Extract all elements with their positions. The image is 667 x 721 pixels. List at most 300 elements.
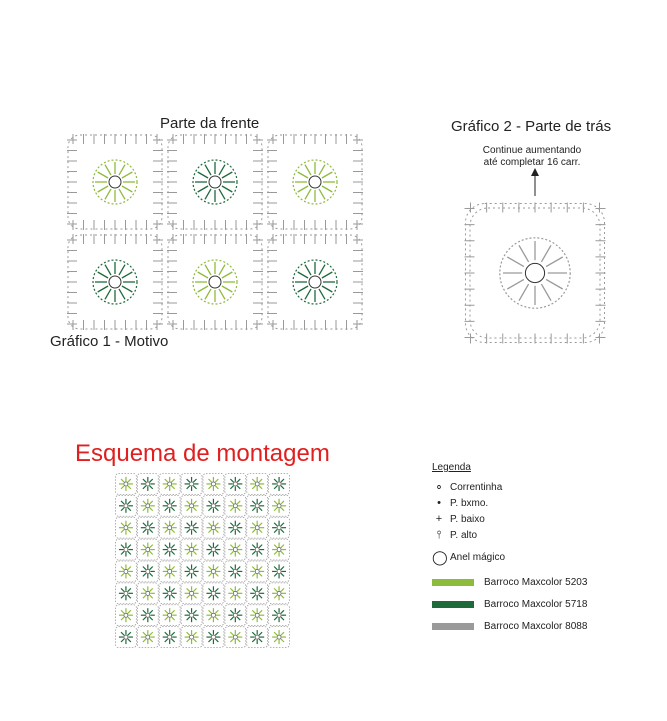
assembly-stitch	[252, 610, 255, 613]
assembly-stitch	[165, 508, 168, 511]
assembly-stitch	[230, 610, 233, 613]
double-crochet-mark	[219, 189, 225, 199]
assembly-stitch	[165, 617, 168, 620]
double-crochet-mark	[198, 186, 208, 192]
assembly-stitch	[128, 523, 131, 526]
legend-heading: Legenda	[432, 462, 471, 473]
double-crochet-mark	[298, 186, 308, 192]
double-crochet-mark	[507, 257, 524, 267]
assembly-stitch	[230, 486, 233, 489]
assembly-stitch	[208, 573, 211, 576]
double-crochet-mark	[205, 189, 211, 199]
assembly-stitch	[215, 610, 218, 613]
assembly-stitch	[259, 501, 262, 504]
chain-icon: ⚬	[434, 481, 444, 494]
assembly-ring	[190, 504, 194, 508]
legend-symbols	[432, 479, 662, 565]
assembly-ring	[168, 482, 172, 486]
assembly-stitch	[259, 595, 262, 598]
double-crochet-mark	[305, 165, 311, 175]
assembly-stitch	[128, 545, 131, 548]
assembly-ring	[211, 548, 215, 552]
assembly-stitch	[252, 508, 255, 511]
assembly-stitch	[252, 588, 255, 591]
assembly-ring	[277, 591, 281, 595]
assembly-ring	[124, 504, 128, 508]
assembly-stitch	[281, 566, 284, 569]
assembly-stitch	[252, 632, 255, 635]
legend-item	[432, 479, 662, 495]
double-crochet-mark	[105, 165, 111, 175]
legend-item	[432, 511, 662, 527]
assembly-stitch	[237, 588, 240, 591]
assembly-stitch	[150, 529, 153, 532]
assembly-stitch	[274, 508, 277, 511]
double-crochet-mark	[105, 265, 111, 275]
assembly-stitch	[150, 551, 153, 554]
chart2-motif	[465, 203, 606, 344]
assembly-ring	[146, 526, 150, 530]
assembly-stitch	[128, 551, 131, 554]
assembly-stitch	[165, 545, 168, 548]
chart1-motif-grid	[67, 134, 363, 330]
double-crochet-mark	[219, 265, 225, 275]
assembly-stitch	[187, 523, 190, 526]
double-crochet-mark	[222, 186, 232, 192]
assembly-stitch	[165, 639, 168, 642]
assembly-stitch	[252, 617, 255, 620]
assembly-stitch	[150, 617, 153, 620]
assembly-stitch	[171, 617, 174, 620]
assembly-stitch	[252, 639, 255, 642]
assembly-stitch	[187, 573, 190, 576]
double-crochet-mark	[546, 279, 563, 289]
assembly-stitch	[165, 595, 168, 598]
assembly-ring	[277, 569, 281, 573]
assembly-stitch	[143, 545, 146, 548]
double-crochet-mark	[98, 286, 108, 292]
assembly-stitch	[252, 545, 255, 548]
assembly-ring	[233, 569, 237, 573]
assembly-stitch	[143, 486, 146, 489]
legend	[432, 462, 662, 637]
assembly-ring	[146, 613, 150, 617]
double-crochet-mark	[122, 172, 132, 178]
assembly-stitch	[259, 529, 262, 532]
assembly-stitch	[165, 551, 168, 554]
assembly-stitch	[128, 566, 131, 569]
assembly-stitch	[208, 610, 211, 613]
assembly-stitch	[230, 479, 233, 482]
assembly-stitch	[150, 486, 153, 489]
assembly-ring	[255, 548, 259, 552]
assembly-ring	[211, 635, 215, 639]
assembly-stitch	[215, 551, 218, 554]
chart2-note-line1: Continue aumentando	[482, 145, 582, 156]
assembly-stitch	[237, 479, 240, 482]
assembly-stitch	[193, 573, 196, 576]
assembly-stitch	[259, 545, 262, 548]
double-crochet-mark	[298, 286, 308, 292]
assembly-ring	[233, 591, 237, 595]
assembly-stitch	[121, 588, 124, 591]
assembly-stitch	[259, 486, 262, 489]
assembly-stitch	[252, 529, 255, 532]
assembly-stitch	[143, 479, 146, 482]
assembly-stitch	[274, 632, 277, 635]
assembly-stitch	[230, 588, 233, 591]
assembly-ring	[168, 548, 172, 552]
assembly-stitch	[193, 479, 196, 482]
double-crochet-mark	[205, 289, 211, 299]
assembly-stitch	[252, 479, 255, 482]
assembly-stitch	[193, 508, 196, 511]
assembly-stitch	[230, 529, 233, 532]
magic-ring	[209, 176, 221, 188]
assembly-stitch	[237, 529, 240, 532]
assembly-stitch	[281, 632, 284, 635]
assembly-stitch	[150, 595, 153, 598]
assembly-ring	[190, 591, 194, 595]
assembly-stitch	[208, 639, 211, 642]
double-crochet-mark	[322, 172, 332, 178]
assembly-stitch	[165, 479, 168, 482]
assembly-stitch	[187, 529, 190, 532]
assembly-stitch	[150, 610, 153, 613]
assembly-stitch	[143, 639, 146, 642]
assembly-stitch	[150, 566, 153, 569]
assembly-stitch	[193, 588, 196, 591]
assembly-stitch	[143, 573, 146, 576]
double-crochet-mark	[305, 289, 311, 299]
assembly-ring	[124, 591, 128, 595]
assembly-stitch	[281, 573, 284, 576]
assembly-stitch	[121, 551, 124, 554]
assembly-stitch	[171, 588, 174, 591]
assembly-stitch	[259, 617, 262, 620]
assembly-stitch	[281, 639, 284, 642]
assembly-stitch	[171, 551, 174, 554]
slip-stitch-icon: •	[437, 497, 441, 509]
assembly-stitch	[121, 529, 124, 532]
assembly-ring	[233, 482, 237, 486]
assembly-stitch	[259, 632, 262, 635]
assembly-stitch	[259, 551, 262, 554]
legend-item	[432, 495, 662, 511]
assembly-stitch	[193, 566, 196, 569]
assembly-ring	[211, 482, 215, 486]
assembly-ring	[211, 613, 215, 617]
legend-label: Correntinha	[450, 481, 503, 493]
assembly-stitch	[143, 501, 146, 504]
double-crochet-mark	[198, 172, 208, 178]
assembly-stitch	[281, 523, 284, 526]
assembly-stitch	[171, 573, 174, 576]
double-crochet-mark	[319, 189, 325, 199]
assembly-stitch	[193, 551, 196, 554]
assembly-stitch	[150, 523, 153, 526]
assembly-stitch	[215, 617, 218, 620]
double-crochet-mark	[298, 172, 308, 178]
assembly-ring	[168, 635, 172, 639]
assembly-ring	[277, 526, 281, 530]
assembly-stitch	[150, 632, 153, 635]
assembly-stitch	[171, 610, 174, 613]
legend-colors	[432, 571, 662, 637]
assembly-stitch	[121, 632, 124, 635]
assembly-stitch	[281, 479, 284, 482]
assembly-stitch	[187, 479, 190, 482]
assembly-stitch	[165, 632, 168, 635]
assembly-ring	[168, 569, 172, 573]
double-crochet-mark	[219, 289, 225, 299]
assembly-stitch	[252, 523, 255, 526]
assembly-stitch	[274, 523, 277, 526]
assembly-stitch	[259, 508, 262, 511]
assembly-stitch	[281, 617, 284, 620]
assembly-ring	[146, 548, 150, 552]
assembly-stitch	[121, 610, 124, 613]
assembly-stitch	[230, 551, 233, 554]
assembly-ring	[233, 504, 237, 508]
assembly-ring	[190, 526, 194, 530]
assembly-ring	[146, 504, 150, 508]
magic-ring	[309, 276, 321, 288]
assembly-ring	[255, 613, 259, 617]
assembly-stitch	[143, 523, 146, 526]
legend-color-label: Barroco Maxcolor 8088	[484, 620, 588, 632]
double-crochet-mark	[519, 245, 529, 262]
legend-item	[432, 527, 662, 543]
assembly-stitch	[237, 632, 240, 635]
assembly-stitch	[208, 617, 211, 620]
legend-item	[432, 549, 662, 565]
double-crochet-mark	[319, 289, 325, 299]
assembly-ring	[255, 635, 259, 639]
assembly-stitch	[171, 508, 174, 511]
assembly-ring	[168, 504, 172, 508]
assembly-stitch	[274, 501, 277, 504]
double-crochet-mark	[322, 186, 332, 192]
double-crochet-mark	[198, 272, 208, 278]
assembly-stitch	[259, 523, 262, 526]
assembly-stitch	[171, 632, 174, 635]
assembly-stitch	[215, 545, 218, 548]
double-crochet-mark	[205, 165, 211, 175]
assembly-stitch	[171, 639, 174, 642]
assembly-ring	[146, 635, 150, 639]
assembly-stitch	[274, 486, 277, 489]
assembly-stitch	[215, 486, 218, 489]
chart1-title: Parte da frente	[160, 115, 260, 132]
assembly-stitch	[252, 573, 255, 576]
assembly-stitch	[165, 501, 168, 504]
assembly-stitch	[215, 479, 218, 482]
assembly-stitch	[187, 617, 190, 620]
assembly-stitch	[150, 545, 153, 548]
magic-ring-icon: ◯	[432, 548, 448, 565]
assembly-stitch	[143, 529, 146, 532]
assembly-stitch	[193, 523, 196, 526]
assembly-stitch	[215, 639, 218, 642]
assembly-stitch	[274, 595, 277, 598]
assembly-stitch	[215, 566, 218, 569]
magic-ring	[525, 263, 544, 282]
double-crochet-mark	[541, 284, 551, 301]
assembly-stitch	[128, 479, 131, 482]
assembly-stitch	[187, 566, 190, 569]
double-crochet-mark	[319, 165, 325, 175]
assembly-stitch	[259, 610, 262, 613]
assembly-stitch	[259, 573, 262, 576]
assembly-stitch	[215, 501, 218, 504]
assembly-ring	[124, 569, 128, 573]
assembly-ring	[146, 569, 150, 573]
assembly-stitch	[121, 639, 124, 642]
assembly-ring	[211, 591, 215, 595]
assembly-stitch	[128, 573, 131, 576]
assembly-stitch	[274, 479, 277, 482]
assembly-ring	[233, 526, 237, 530]
assembly-stitch	[208, 523, 211, 526]
assembly-stitch	[281, 545, 284, 548]
legend-color-label: Barroco Maxcolor 5203	[484, 576, 588, 588]
assembly-ring	[190, 613, 194, 617]
assembly-stitch	[259, 639, 262, 642]
assembly-stitch	[121, 508, 124, 511]
assembly-ring	[168, 526, 172, 530]
assembly-stitch	[281, 595, 284, 598]
assembly-stitch	[230, 573, 233, 576]
assembly-stitch	[281, 588, 284, 591]
color-swatch	[432, 579, 474, 586]
assembly-stitch	[171, 529, 174, 532]
assembly-ring	[124, 613, 128, 617]
assembly-stitch	[187, 610, 190, 613]
double-crochet-mark	[222, 272, 232, 278]
assembly-ring	[190, 548, 194, 552]
double-crochet-mark	[98, 272, 108, 278]
assembly-stitch	[165, 566, 168, 569]
assembly-stitch	[281, 501, 284, 504]
assembly-stitch	[274, 573, 277, 576]
assembly-ring	[277, 635, 281, 639]
assembly-stitch	[187, 508, 190, 511]
assembly-stitch	[274, 639, 277, 642]
assembly-stitch	[237, 551, 240, 554]
assembly-stitch	[171, 545, 174, 548]
assembly-stitch	[230, 617, 233, 620]
assembly-ring	[124, 635, 128, 639]
assembly-stitch	[187, 595, 190, 598]
assembly-stitch	[281, 508, 284, 511]
assembly-stitch	[128, 501, 131, 504]
assembly-stitch	[252, 595, 255, 598]
assembly-stitch	[128, 588, 131, 591]
assembly-ring	[277, 482, 281, 486]
assembly-stitch	[208, 501, 211, 504]
assembly-stitch	[143, 632, 146, 635]
single-crochet-icon: +	[435, 513, 443, 525]
assembly-stitch	[165, 588, 168, 591]
assembly-ring	[233, 613, 237, 617]
assembly-stitch	[187, 501, 190, 504]
assembly-stitch	[121, 595, 124, 598]
assembly-stitch	[165, 573, 168, 576]
assembly-stitch	[171, 523, 174, 526]
legend-color-item	[432, 593, 662, 615]
assembly-ring	[255, 569, 259, 573]
double-crochet-mark	[119, 165, 125, 175]
assembly-stitch	[121, 486, 124, 489]
magic-ring	[309, 176, 321, 188]
assembly-ring	[277, 613, 281, 617]
assembly-stitch	[128, 508, 131, 511]
assembly-stitch	[281, 610, 284, 613]
assembly-stitch	[237, 610, 240, 613]
assembly-ring	[233, 635, 237, 639]
assembly-stitch	[165, 523, 168, 526]
double-crochet-mark	[205, 265, 211, 275]
double-crochet-mark	[305, 265, 311, 275]
assembly-stitch	[237, 545, 240, 548]
color-swatch	[432, 623, 474, 630]
assembly-stitch	[230, 595, 233, 598]
assembly-stitch	[274, 529, 277, 532]
assembly-stitch	[171, 566, 174, 569]
assembly-stitch	[215, 632, 218, 635]
assembly-stitch	[121, 617, 124, 620]
double-crochet-mark	[198, 286, 208, 292]
assembly-stitch	[274, 566, 277, 569]
assembly-stitch	[121, 573, 124, 576]
assembly-stitch	[237, 501, 240, 504]
double-crochet-mark	[105, 189, 111, 199]
double-crochet-mark	[119, 265, 125, 275]
assembly-ring	[190, 635, 194, 639]
assembly-ring	[255, 504, 259, 508]
double-crochet-mark	[122, 186, 132, 192]
assembly-stitch	[193, 486, 196, 489]
assembly-stitch	[150, 639, 153, 642]
legend-color-item	[432, 615, 662, 637]
assembly-stitch	[230, 639, 233, 642]
legend-color-item	[432, 571, 662, 593]
double-crochet-mark	[541, 245, 551, 262]
assembly-stitch	[230, 523, 233, 526]
assembly-stitch	[121, 501, 124, 504]
assembly-stitch	[121, 566, 124, 569]
assembly-stitch	[150, 479, 153, 482]
double-crochet-mark	[319, 265, 325, 275]
assembly-ring	[211, 526, 215, 530]
legend-label: P. alto	[450, 529, 478, 541]
assembly-stitch	[274, 588, 277, 591]
double-crochet-mark	[507, 279, 524, 289]
assembly-ring	[124, 548, 128, 552]
double-crochet-mark	[122, 272, 132, 278]
assembly-stitch	[193, 639, 196, 642]
assembly-stitch	[215, 523, 218, 526]
double-crochet-mark	[305, 189, 311, 199]
assembly-stitch	[187, 551, 190, 554]
assembly-stitch	[215, 529, 218, 532]
chart1-caption: Gráfico 1 - Motivo	[50, 333, 169, 350]
assembly-ring	[277, 548, 281, 552]
assembly-stitch	[128, 639, 131, 642]
assembly-stitch	[208, 479, 211, 482]
assembly-stitch	[171, 486, 174, 489]
